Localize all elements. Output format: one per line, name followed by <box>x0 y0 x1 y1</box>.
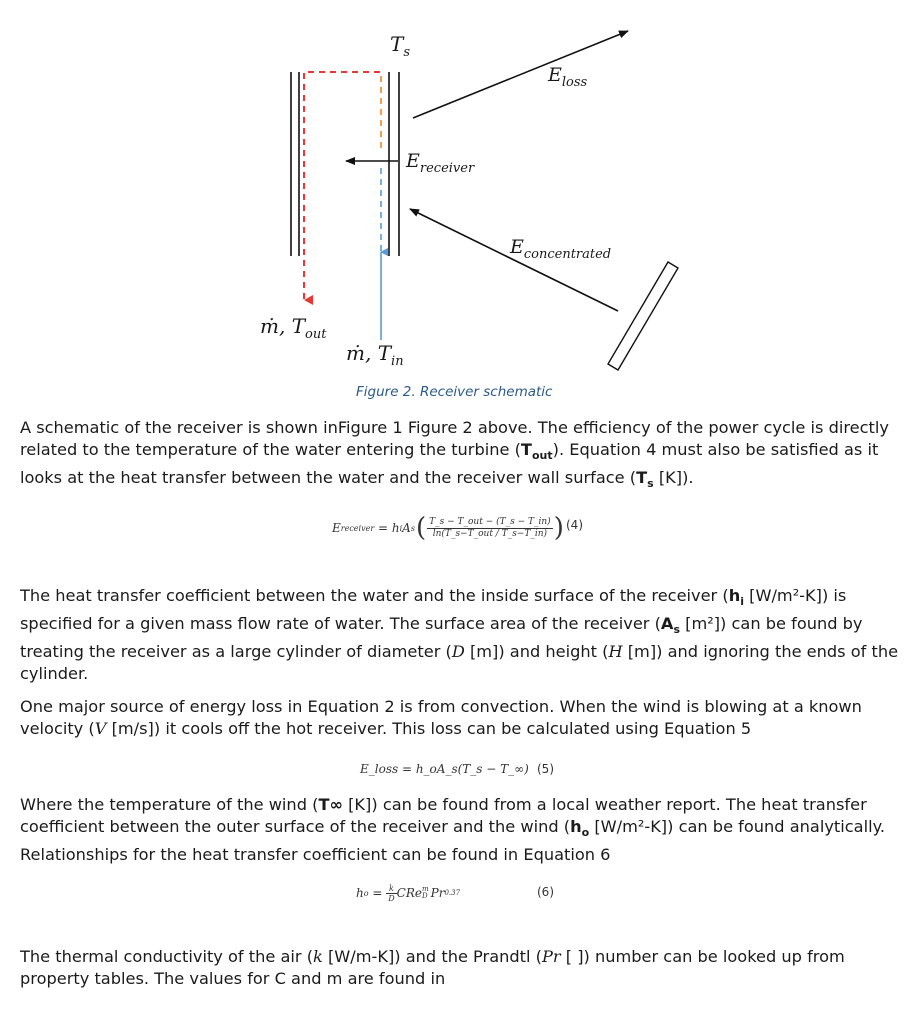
energy-concentrated-label: $E_{concentrated}$ <box>510 236 612 262</box>
outlet-flow-path <box>304 72 380 300</box>
paragraph-convection-loss: One major source of energy loss in Equation 2 is from convection. When the wind is blowing at a known velocity (V [m/s]) it cools off the hot receiver. This loss can be calculated using Equation 5 <box>20 697 862 738</box>
equation-5: E_loss = h_oA_s(T_s − T_∞) <box>360 762 529 776</box>
figure-caption: Figure 2. Receiver schematic <box>356 384 553 400</box>
loss-energy-arrow <box>413 31 628 118</box>
paragraph-receiver-schematic: A schematic of the receiver is shown inFigure 1 Figure 2 above. The efficiency of the power cycle is directly related to the temperature of the water entering the turbine $(T_{out})$. Equation 4 must also be satisfied as it looks at the heat transfer between the water and the receiver wall surface ($T_s$ [K]). <box>20 418 889 491</box>
paragraph-thermal-conductivity: The thermal conductivity of the air (k [W/m-K]) and the Prandtl (Pr [ ]) number can be looked up from property tables. The values for C and m are found in <box>20 947 845 988</box>
equation-6: h o = $\frac{k}{D}$ CRe m D Pr 0.37 <box>356 883 461 903</box>
equation-5-number: (5) <box>537 762 554 776</box>
paragraph-wind-temperature: Where the temperature of the wind (T∞ [K]) can be found from a local weather report. The heat transfer coefficient between the outer surface of the receiver and the wind ($h_o$ [W/m²-K]) can be found analytically. Relationships for the heat transfer coefficient can be found in Equation 6 <box>20 795 885 865</box>
receiver-schematic <box>0 0 913 380</box>
equation-4: E receiver = h i A s ( $\frac{\text{T\_s − T\_out − (T\_s − T\_in)}}{\text{ln(T\_s−T\_out / T\_s−T\_in)}}$ ) <box>332 513 564 543</box>
paragraph-heat-transfer-coefficient: The heat transfer coefficient between the water and the inside surface of the receiver ($h_i$ [W/m²-K]) is specified for a given mass flow rate of water. The surface area of the receiver ($A_s$ [m²]) can be found by treating the receiver as a large cylinder of diameter (D [m]) and height (H [m]) and ignoring the ends of the cylinder. <box>20 586 899 684</box>
outlet-flow-label: ṁ, $T_{out}$ <box>260 314 327 342</box>
energy-loss-label: $E_{loss}$ <box>548 64 588 90</box>
equation-6-number: (6) <box>537 885 554 899</box>
inlet-flow-label: ṁ, $T_{in}$ <box>346 341 404 369</box>
equation-4-number: (4) <box>566 518 583 532</box>
energy-receiver-label: $E_{receiver}$ <box>406 150 475 176</box>
heliostat-mirror <box>608 262 678 370</box>
surface-temperature-label: $T_s$ <box>390 32 411 60</box>
